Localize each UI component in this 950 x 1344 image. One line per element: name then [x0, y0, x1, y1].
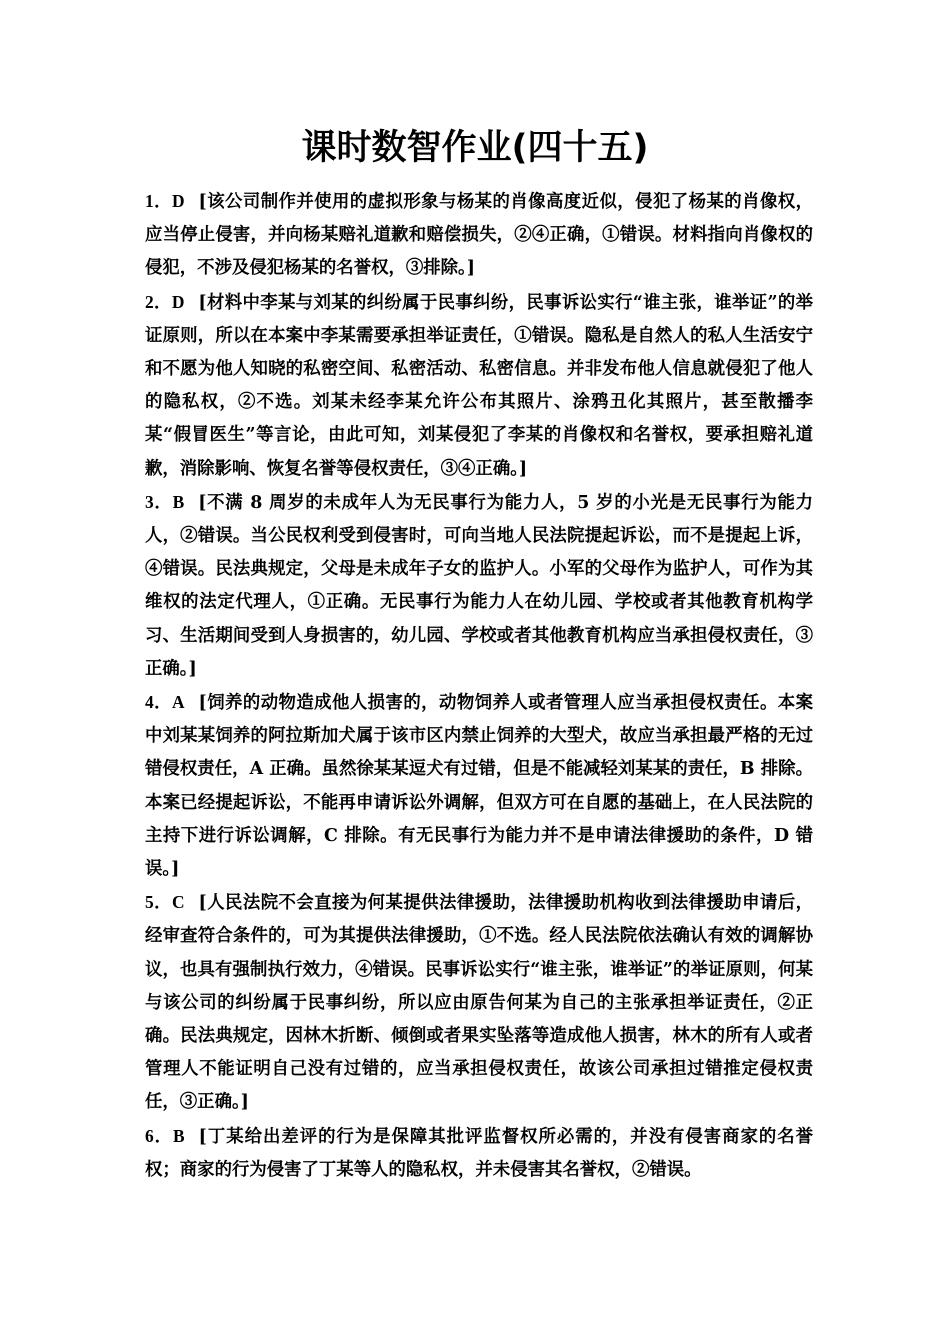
answer-item-3 — [145, 486, 813, 686]
answer-number: 1． — [145, 191, 172, 211]
answer-key: A — [171, 692, 185, 713]
answer-item-6 — [145, 1120, 813, 1187]
answer-key: C — [171, 892, 185, 913]
answer-item-2 — [145, 286, 813, 486]
answer-key: B — [173, 1125, 185, 1146]
answer-number: 5． — [145, 892, 172, 913]
answer-explanation: [饲养的动物造成他人损害的，动物饲养人或者管理人应当承担侵权责任。本案中刘某某饲养的阿拉斯加犬属于该市区内禁止饲养的大型犬，故应当承担最严格的无过错侵权责任，A 正确。虽然徐某某逗犬有过错，但是不能减轻刘某某的责任，B 排除。本案已经提起诉讼，不能再申请诉讼外调解，但双方可在自愿的基础上，在人民法院的主持下进行诉讼调解，C 排除。有无民事行为能力并不是申请法律援助的条件，D 错误。] — [145, 693, 813, 880]
answer-explanation: [人民法院不会直接为何某提供法律援助，法律援助机构收到法律援助申请后，经审查符合条件的，可为其提供法律援助，①不选。经人民法院依法确认有效的调解协议，也具有强制执行效力，④错误。民事诉讼实行“谁主张，谁举证”的举证原则，何某与该公司的纠纷属于民事纠纷，所以应由原告何某为自己的主张承担举证责任，②正确。民法典规定，因林木折断、倾倒或者果实坠落等造成他人损害，林木的所有人或者管理人不能证明自己没有过错的，应当承担侵权责任，故该公司承担过错推定侵权责任，③正确。] — [145, 893, 813, 1113]
answer-number: 2． — [145, 291, 172, 312]
answer-explanation: [丁某给出差评的行为是保障其批评监督权所必需的，并没有侵害商家的名誉权；商家的行为侵害了丁某等人的隐私权，并未侵害其名誉权，②错误。 — [145, 1126, 813, 1180]
page-title: 课时数智作业(四十五) — [301, 128, 649, 168]
answer-item-4 — [145, 686, 813, 886]
answer-explanation: [该公司制作并使用的虚拟形象与杨某的肖像高度近似，侵犯了杨某的肖像权，应当停止侵害，并向杨某赔礼道歉和赔偿损失，②④正确，①错误。材料指向肖像权的侵犯，不涉及侵犯杨某的名誉权，③排除。] — [145, 192, 813, 279]
answer-key: B — [172, 491, 185, 512]
answer-number: 3． — [145, 491, 173, 512]
answer-explanation: [材料中李某与刘某的纠纷属于民事纠纷，民事诉讼实行“谁主张，谁举证”的举证原则，所以在本案中李某需要承担举证责任，①错误。隐私是自然人的私人生活安宁和不愿为他人知晓的私密空间、私密活动、私密信息。并非发布他人信息就侵犯了他人的隐私权，②不选。刘某未经李某允许公布其照片、涂鸦丑化其照片，甚至散播李某“假冒医生”等言论，由此可知，刘某侵犯了李某的肖像权和名誉权，要承担赔礼道歉，消除影响、恢复名誉等侵权责任，③④正确。] — [145, 292, 813, 479]
answer-key: D — [171, 191, 185, 211]
answer-key: D — [171, 291, 185, 312]
answer-number: 4． — [145, 692, 172, 713]
answer-number: 6． — [145, 1125, 174, 1146]
answer-item-1 — [145, 185, 813, 286]
answer-item-5 — [145, 886, 813, 1119]
answer-explanation: [不满 8 周岁的未成年人为无民事行为能力人，5 岁的小光是无民事行为能力人，②错误。当公民权利受到侵害时，可向当地人民法院提起诉讼，而不是提起上诉，④错误。民法典规定，父母是未成年子女的监护人。小军的父母作为监护人，可作为其维权的法定代理人，①正确。无民事行为能力人在幼儿园、学校或者其他教育机构学习、生活期间受到人身损害的，幼儿园、学校或者其他教育机构应当承担侵权责任，③正确。] — [145, 492, 813, 679]
answer-list — [145, 185, 813, 1187]
